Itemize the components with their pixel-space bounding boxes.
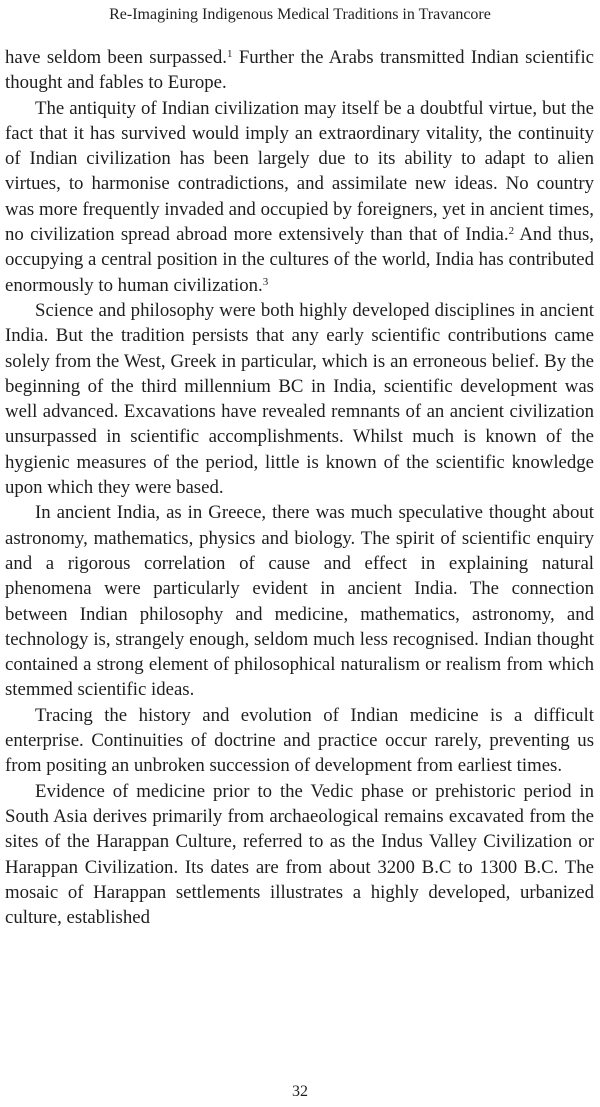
footnote-ref: 2 <box>508 225 515 238</box>
text-segment: The antiquity of Indian civilization may itself be a doubtful virtue, but the fact that it has survived would imply an extraordinary vitality, the continuity of Indian civilization has been largely due to its ability to adapt to alien virtues, to harmonise contradictions, and assimilate new ideas. No country was more frequently invaded and occupied by foreigners, yet in ancient times, no civilization spread abroad more extensively than that of India. <box>5 97 594 246</box>
paragraph <box>5 96 594 298</box>
text-segment: have seldom been surpassed. <box>5 47 227 68</box>
text-segment: Further the Arabs transmitted Indian scientific thought and fables to Europe. <box>5 47 594 94</box>
text-segment: In ancient India, as in Greece, there was much speculative thought about astronomy, mathematics, physics and biology. The spirit of scientific enquiry and a rigorous correlation of cause and effect in explaining natural phenomena were particularly evident in ancient India. The connection between Indian philosophy and medicine, mathematics, astronomy, and technology is, strangely enough, seldom much less recognised. Indian thought contained a strong element of philosophical naturalism or realism from which stemmed scientific ideas. <box>5 502 594 701</box>
footnote-ref: 1 <box>226 48 233 60</box>
running-head: Re-Imagining Indigenous Medical Traditions in Travancore <box>109 6 491 23</box>
text-segment: Science and philosophy were both highly developed disciplines in ancient India. But the tradition persists that any early scientific contributions came solely from the West, Greek in particular, which is an erroneous belief. By the beginning of the third millennium BC in India, scientific development was well advanced. Excavations have revealed remnants of an ancient civilization unsurpassed in scientific accomplishments. Whilst much is known of the hygienic measures of the period, little is known of the scientific knowledge upon which they were based. <box>5 299 594 499</box>
paragraph <box>5 45 594 96</box>
text-segment: And thus, occupying a central position in the cultures of the world, India has contributed enormously to human civilization. <box>5 224 594 296</box>
page-number: 32 <box>292 1083 308 1100</box>
paragraph <box>5 703 594 779</box>
text-segment: Tracing the history and evolution of Indian medicine is a difficult enterprise. Continuities of doctrine and practice occur rarely, preventing us from positing an unbroken succession of development from earliest times. <box>5 704 594 777</box>
paragraph <box>5 298 594 500</box>
body-text <box>5 45 594 930</box>
paragraph <box>5 779 594 931</box>
text-segment: Evidence of medicine prior to the Vedic phase or prehistoric period in South Asia derives primarily from archaeological remains excavated from the sites of the Harappan Culture, referred to as the Indus Valley Civilization or Harappan Civilization. Its dates are from about 3200 B.C to 1300 B.C. The mosaic of Harappan settlements illustrates a highly developed, urbanized culture, established <box>5 780 594 929</box>
paragraph <box>5 500 594 702</box>
footnote-ref: 3 <box>262 275 269 288</box>
